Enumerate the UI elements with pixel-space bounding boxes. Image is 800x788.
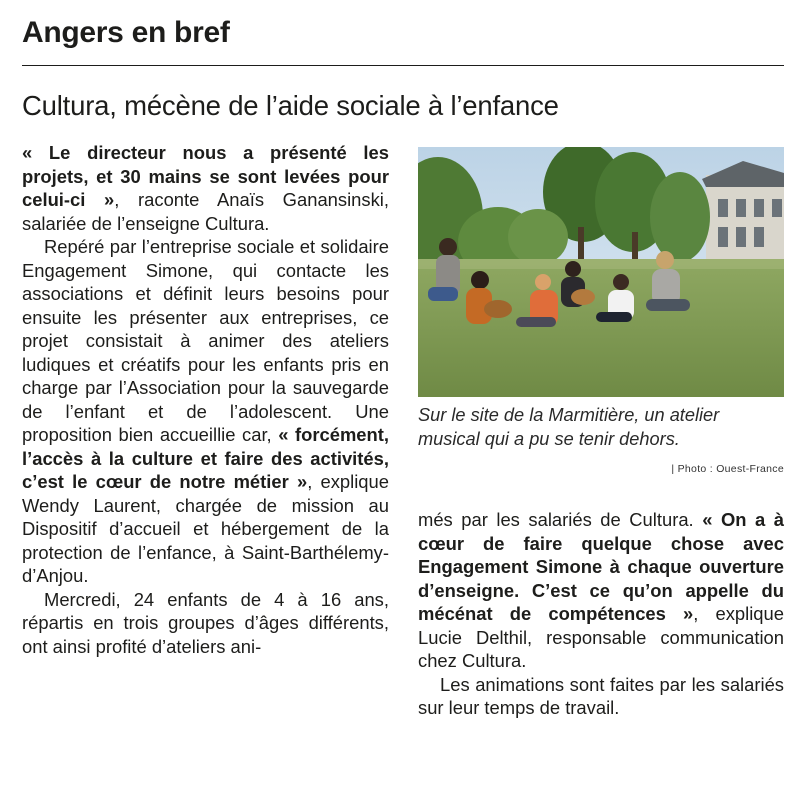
paragraph-text: Repéré par l’entreprise sociale et solidaire Engagement Simone, qui contacte les associations et définit leurs besoins pour ensuite les présenter aux entreprises, ce projet consistait à animer des ateliers ludiques et créatifs pour les enfants pris en charge par l’Association pour la sauvegarde de l’enfant et de l’adolescent. Une proposition bien accueillie car,	[22, 236, 389, 445]
photo-credit	[671, 463, 784, 475]
paragraph-text: Les animations sont faites par les salariés sur leur temps de travail.	[418, 673, 784, 718]
paragraph-text: Mercredi, 24 enfants de 4 à 16 ans, répartis en trois groupes d’âges différents, ont ainsi profité d’ateliers ani-	[22, 588, 389, 657]
paragraph-text: més par les salariés de Cultura.	[418, 509, 703, 530]
section-title: Angers en bref	[22, 16, 230, 49]
paragraph-3	[22, 588, 389, 659]
article-column-1	[22, 141, 389, 658]
section-divider	[22, 65, 784, 66]
pull-quote: « Le directeur nous a présenté les projets, et 30 mains se sont levées pour celui-ci »	[22, 142, 389, 210]
article-column-2	[418, 508, 784, 720]
paragraph-text: , raconte Anaïs Ganansinski, salariée de l’enseigne Cultura.	[22, 189, 389, 234]
photo-caption: Sur le site de la Marmitière, un atelier musical qui a pu se tenir dehors.	[418, 405, 720, 449]
paragraph-2	[22, 235, 389, 588]
musical-workshop-photo	[418, 147, 784, 397]
article-headline: Cultura, mécène de l’aide sociale à l’enfance	[22, 90, 559, 121]
pull-quote: « forcément, l’accès à la culture et faire des activités, c’est le cœur de notre métier »	[22, 424, 389, 492]
credit-text: Photo : Ouest-France	[677, 463, 784, 475]
paragraph-4	[418, 508, 784, 673]
article-photo	[418, 147, 784, 397]
paragraph-5	[418, 673, 784, 720]
paragraph-text: , explique Wendy Laurent, chargée de mission au Dispositif d’accueil et hébergement de la protection de l’enfance, à Saint-Barthélemy-d’Anjou.	[22, 471, 389, 586]
paragraph-1	[22, 141, 389, 235]
credit-separator: |	[671, 463, 678, 475]
pull-quote: « On a à cœur de faire quelque chose avec Engagement Simone à chaque ouverture d’enseigne. C’est ce qu’on appelle du mécénat de compétences »	[418, 509, 784, 624]
paragraph-text: , explique Lucie Delthil, responsable communication chez Cultura.	[418, 603, 784, 671]
